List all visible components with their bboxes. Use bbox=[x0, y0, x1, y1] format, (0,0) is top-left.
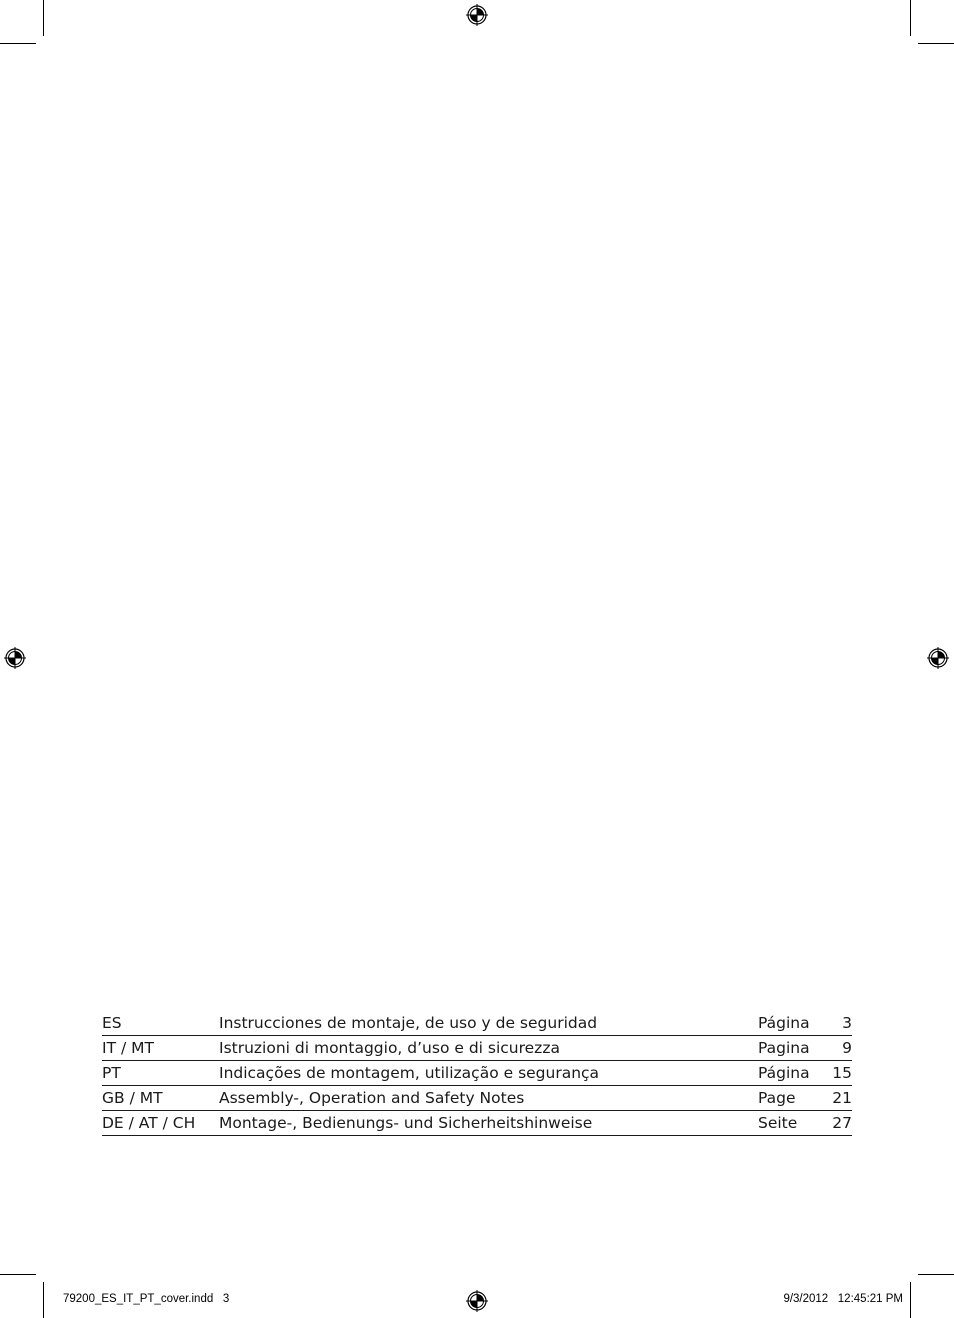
registration-target-icon bbox=[927, 647, 949, 669]
toc-page-label: Page bbox=[758, 1089, 796, 1107]
slug-datetime: 9/3/2012 12:45:21 PM bbox=[783, 1293, 903, 1305]
crop-mark-bottom-right-vertical bbox=[910, 1282, 911, 1318]
crop-mark-bottom-left-vertical bbox=[43, 1282, 44, 1318]
toc-page-number: 3 bbox=[842, 1014, 852, 1032]
toc-row-gb-mt[interactable] bbox=[102, 1086, 852, 1111]
toc-row-pt[interactable] bbox=[102, 1061, 852, 1086]
crop-mark-top-left-vertical bbox=[43, 0, 44, 36]
toc-row-de-at-ch[interactable] bbox=[102, 1111, 852, 1136]
toc-page-label: Página bbox=[758, 1064, 810, 1082]
registration-target-icon bbox=[4, 647, 26, 669]
toc-language-code: ES bbox=[102, 1014, 122, 1032]
toc-language-code: GB / MT bbox=[102, 1089, 163, 1107]
toc-page-number: 9 bbox=[842, 1039, 852, 1057]
toc-language-code: DE / AT / CH bbox=[102, 1114, 196, 1132]
crop-mark-bottom-left-horizontal bbox=[0, 1274, 36, 1275]
toc-language-code: IT / MT bbox=[102, 1039, 154, 1057]
crop-mark-top-right-vertical bbox=[910, 0, 911, 36]
toc-title: Instrucciones de montaje, de uso y de seguridad bbox=[219, 1014, 598, 1032]
toc-title: Indicações de montagem, utilização e segurança bbox=[219, 1064, 600, 1082]
toc-language-code: PT bbox=[102, 1064, 121, 1082]
toc-page-number: 15 bbox=[832, 1064, 852, 1082]
toc-row-es[interactable] bbox=[102, 1011, 852, 1036]
crop-mark-bottom-right-horizontal bbox=[918, 1274, 954, 1275]
toc-title: Montage-, Bedienungs- und Sicherheitshinweise bbox=[219, 1114, 593, 1132]
toc-title: Istruzioni di montaggio, d’uso e di sicurezza bbox=[219, 1039, 560, 1057]
language-contents-table bbox=[102, 1011, 852, 1136]
registration-target-icon bbox=[466, 1290, 488, 1312]
slug-filename: 79200_ES_IT_PT_cover.indd 3 bbox=[63, 1293, 230, 1305]
crop-mark-top-left-horizontal bbox=[0, 43, 36, 44]
toc-page-label: Seite bbox=[758, 1114, 798, 1132]
crop-mark-top-right-horizontal bbox=[918, 43, 954, 44]
registration-target-icon bbox=[466, 4, 488, 26]
toc-row-it-mt[interactable] bbox=[102, 1036, 852, 1061]
toc-page-label: Página bbox=[758, 1014, 810, 1032]
toc-title: Assembly-, Operation and Safety Notes bbox=[219, 1089, 525, 1107]
toc-page-label: Pagina bbox=[758, 1039, 810, 1057]
toc-page-number: 21 bbox=[832, 1089, 852, 1107]
toc-page-number: 27 bbox=[832, 1114, 852, 1132]
